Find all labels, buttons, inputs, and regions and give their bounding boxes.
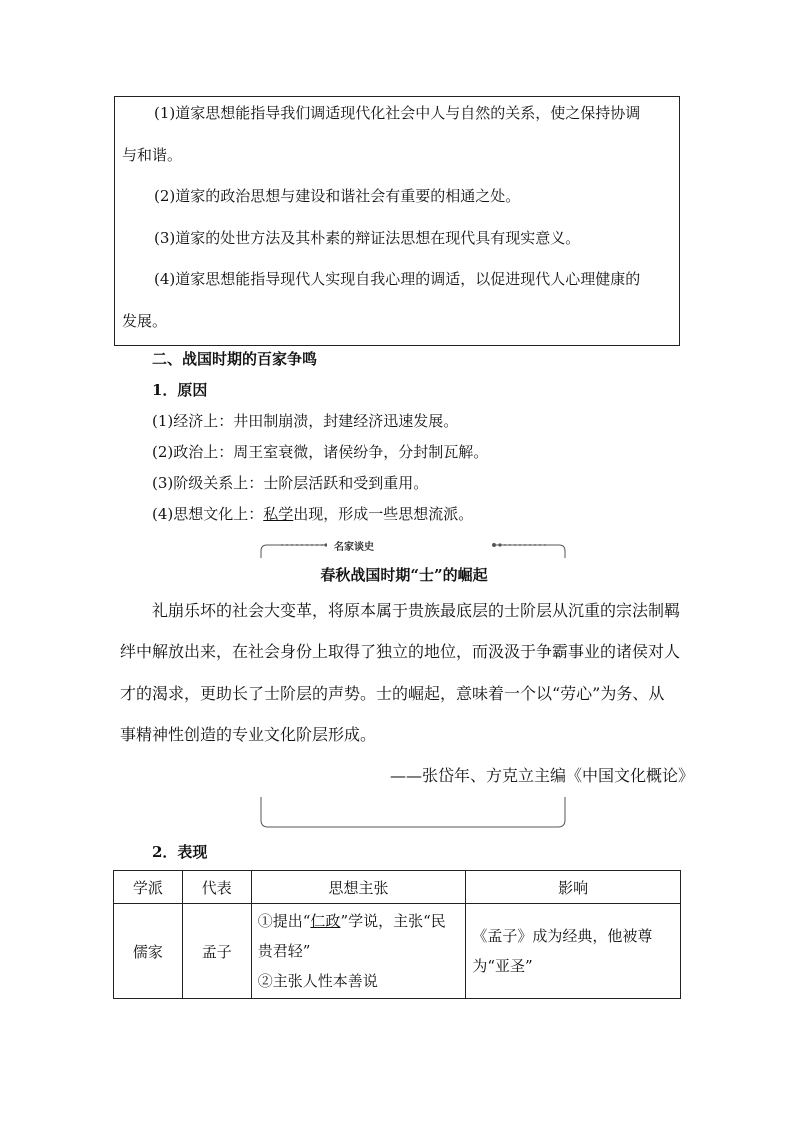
idea-a-line-1 xyxy=(258,906,460,936)
section-heading: 二、战国时期的百家争鸣 xyxy=(152,350,318,368)
impact-line-2: 为“亚圣” xyxy=(472,957,533,975)
subheading-manifestation: 2．表现 xyxy=(152,843,208,861)
table-header-row xyxy=(114,871,681,904)
benevolent-governance-term: 仁政 xyxy=(310,912,341,930)
header-school: 学派 xyxy=(114,871,183,904)
box-paragraph-4-line-2: 发展。 xyxy=(122,312,168,330)
sidebar-line-1: 礼崩乐坏的社会大变革，将原本属于贵族最底层的士阶层从沉重的宗法制羁 xyxy=(152,601,681,620)
cause-item-3: (3)阶级关系上：士阶层活跃和受到重用。 xyxy=(152,474,429,492)
table-row xyxy=(114,904,681,999)
subheading-causes: 1．原因 xyxy=(152,381,208,399)
cause-item-4-suffix: 出现，形成一些思想流派。 xyxy=(293,505,474,523)
cell-school: 儒家 xyxy=(114,904,183,999)
cell-ideas xyxy=(251,904,466,999)
sidebar-line-3: 才的渴求，更助长了士阶层的声势。士的崛起，意味着一个以“劳心”为务、从 xyxy=(120,684,665,703)
sidebar-top-frame xyxy=(260,543,566,559)
box-paragraph-1-line-1: (1)道家思想能指导我们调适现代化社会中人与自然的关系，使之保持协调 xyxy=(154,104,641,122)
cause-item-2: (2)政治上：周王室衰微，诸侯纷争，分封制瓦解。 xyxy=(152,443,489,461)
sidebar-tag: 名家谈史 xyxy=(327,538,381,553)
impact-line-1: 《孟子》成为经典，他被尊 xyxy=(472,927,653,945)
cause-item-4-prefix: (4)思想文化上： xyxy=(152,505,264,523)
header-ideas: 思想主张 xyxy=(251,871,466,904)
box-paragraph-3: (3)道家的处世方法及其朴素的辩证法思想在现代具有现实意义。 xyxy=(154,229,581,247)
sidebar-source: ——张岱年、方克立主编《中国文化概论》 xyxy=(390,766,695,785)
box-paragraph-2: (2)道家的政治思想与建设和谐社会有重要的相通之处。 xyxy=(154,187,521,205)
idea-b: ②主张人性本善说 xyxy=(257,972,378,990)
sidebar-line-4: 事精神性创造的专业文化阶层形成。 xyxy=(120,725,377,744)
idea-a-suffix: ”学说，主张“民 xyxy=(340,912,446,930)
cell-representative: 孟子 xyxy=(182,904,251,999)
cell-impact xyxy=(466,904,681,999)
sidebar-bottom-frame xyxy=(260,796,566,828)
box-paragraph-1-line-2: 与和谐。 xyxy=(122,146,183,164)
idea-a-line-2: 贵君轻” xyxy=(257,942,311,960)
cause-item-1: (1)经济上：井田制崩溃，封建经济迅速发展。 xyxy=(152,412,459,430)
schools-table xyxy=(113,870,681,999)
private-school-term: 私学 xyxy=(263,505,294,523)
sidebar-title: 春秋战国时期“士”的崛起 xyxy=(320,566,488,584)
box-paragraph-4-line-1: (4)道家思想能指导现代人实现自我心理的调适，以促进现代人心理健康的 xyxy=(154,270,641,288)
sidebar-line-2: 绊中解放出来，在社会身份上取得了独立的地位，而汲汲于争霸事业的诸侯对人 xyxy=(120,642,681,661)
header-impact: 影响 xyxy=(466,871,681,904)
idea-a-prefix: ①提出“ xyxy=(257,912,311,930)
cause-item-4 xyxy=(152,503,473,525)
header-representative: 代表 xyxy=(182,871,251,904)
daoist-value-box xyxy=(114,96,680,346)
